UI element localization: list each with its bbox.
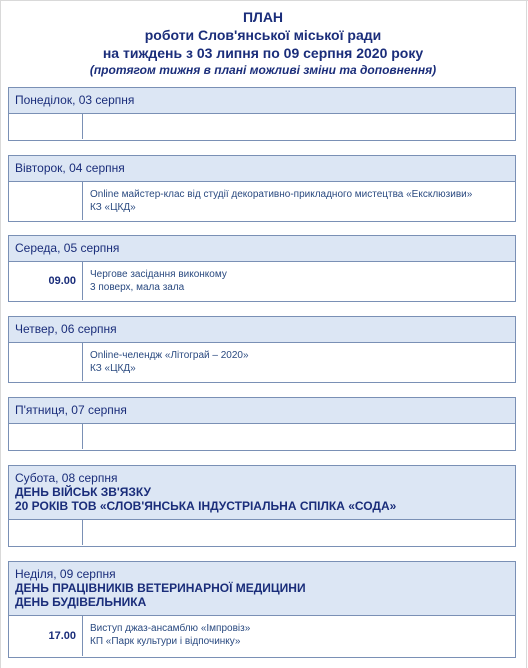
day-title: Неділя, 09 серпня [15, 567, 116, 581]
plan-subtitle: роботи Слов'янської міської ради [144, 27, 382, 43]
day-title: Вівторок, 04 серпня [15, 161, 125, 175]
event-title: Виступ джаз-ансамблю «Імпровіз» [90, 623, 251, 634]
plan-note: (протягом тижня в плані можливі зміни та доповнення) [89, 63, 437, 77]
day-header [9, 398, 515, 424]
day-title: Середа, 05 серпня [15, 241, 120, 255]
day-title: Субота, 08 серпня [15, 471, 118, 485]
holiday-label: 20 РОКІВ ТОВ «СЛОВ'ЯНСЬКА ІНДУСТРІАЛЬНА СПІЛКА «СОДА» [15, 499, 397, 513]
event-time [9, 114, 83, 139]
day-block-tuesday [8, 155, 516, 222]
event-text [83, 616, 515, 656]
day-header [9, 317, 515, 343]
day-row [9, 262, 515, 300]
event-title: Чергове засідання виконкому [90, 269, 227, 280]
day-row [9, 114, 515, 139]
plan-header [8, 8, 518, 78]
day-header [9, 236, 515, 262]
day-row [9, 182, 515, 220]
day-header [9, 156, 515, 182]
event-time [9, 343, 83, 381]
event-title: Online-челендж «Літограй – 2020» [90, 350, 249, 361]
event-text [83, 343, 515, 381]
holiday-label: ДЕНЬ ВІЙСЬК ЗВ'ЯЗКУ [15, 485, 152, 499]
day-title: Понеділок, 03 серпня [15, 93, 135, 107]
event-location: КЗ «ЦКД» [90, 202, 136, 213]
day-title: П'ятниця, 07 серпня [15, 403, 127, 417]
event-time [9, 424, 83, 449]
day-block-wednesday [8, 235, 516, 302]
frame-right [526, 0, 527, 668]
event-time [9, 520, 83, 545]
event-location: КЗ «ЦКД» [90, 363, 136, 374]
day-row [9, 343, 515, 381]
event-title: Online майстер-клас від студії декоративно-прикладного мистецтва «Ексклюзиви» [90, 189, 473, 200]
day-header [9, 466, 515, 520]
event-text [83, 114, 515, 139]
event-location: КП «Парк культури і відпочинку» [90, 636, 241, 647]
day-row [9, 424, 515, 449]
day-header [9, 562, 515, 616]
plan-title: ПЛАН [242, 9, 284, 25]
frame-top [0, 0, 528, 1]
event-time: 09.00 [9, 262, 83, 300]
event-time: 17.00 [9, 616, 83, 656]
day-title: Четвер, 06 серпня [15, 322, 117, 336]
event-text [83, 262, 515, 300]
day-block-monday [8, 87, 516, 141]
plan-period: на тиждень з 03 липня по 09 серпня 2020 року [102, 45, 424, 61]
frame-left [0, 0, 1, 668]
holiday-label: ДЕНЬ БУДІВЕЛЬНИКА [15, 595, 147, 609]
day-block-saturday [8, 465, 516, 547]
day-header [9, 88, 515, 114]
day-block-sunday [8, 561, 516, 658]
event-text [83, 520, 515, 545]
event-text [83, 182, 515, 220]
holiday-label: ДЕНЬ ПРАЦІВНИКІВ ВЕТЕРИНАРНОЇ МЕДИЦИНИ [15, 581, 306, 595]
event-time [9, 182, 83, 220]
event-text [83, 424, 515, 449]
day-block-thursday [8, 316, 516, 383]
day-row [9, 616, 515, 656]
day-block-friday [8, 397, 516, 451]
day-row [9, 520, 515, 545]
event-location: 3 поверх, мала зала [90, 282, 185, 293]
